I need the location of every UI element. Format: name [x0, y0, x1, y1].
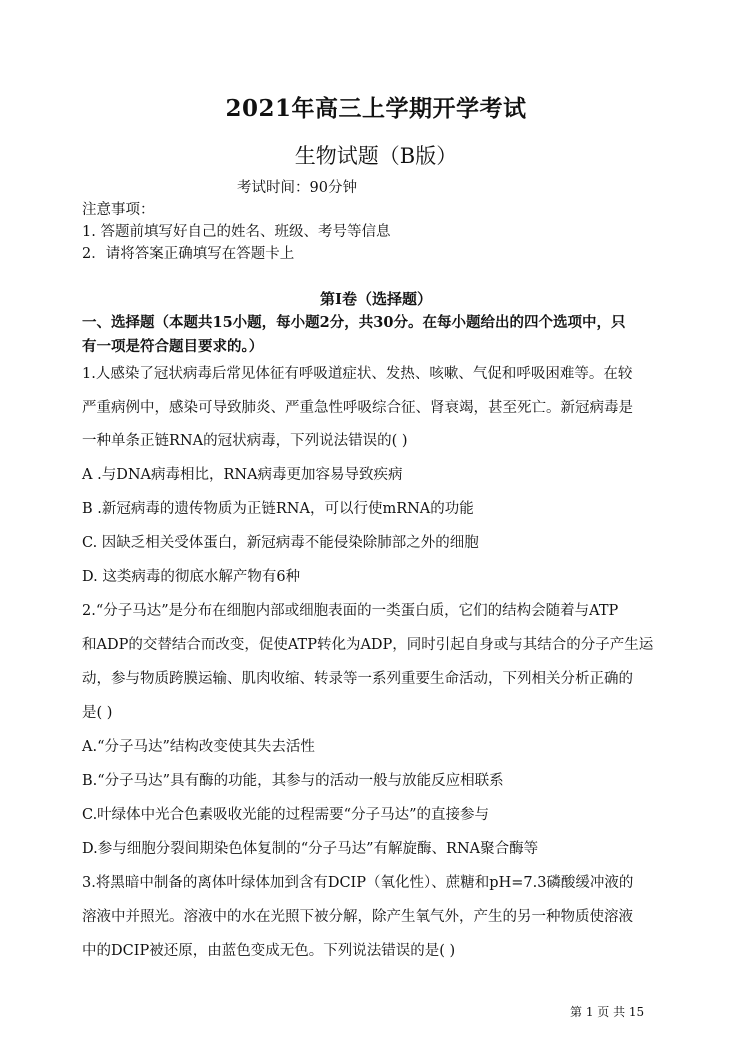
section-title: 第Ⅰ卷（选择题）: [319, 290, 433, 308]
instruction-line: 有一项是符合题目要求的。）: [82, 338, 264, 355]
page-number: 第 1 页 共 15: [570, 1005, 645, 1019]
exam-time: 考试时间：90分钟: [237, 180, 357, 196]
question-2-text: 和ADP的交替结合而改变，促使ATP转化为ADP，同时引起自身或与其结合的分子产生运: [82, 637, 654, 653]
question-1-text: 严重病例中，感染可导致肺炎、严重急性呼吸综合征、肾衰竭，甚至死亡。新冠病毒是: [82, 400, 633, 416]
question-2-text: 2.“分子马达”是分布在细胞内部或细胞表面的一类蛋白质，它们的结构会随着与ATP: [82, 603, 619, 619]
question-1-option-b: B .新冠病毒的遗传物质为正链RNA，可以行使mRNA的功能: [82, 501, 474, 517]
question-3-text: 溶液中并照光。溶液中的水在光照下被分解，除产生氧气外，产生的另一种物质使溶液: [82, 909, 633, 925]
question-1-option-c: C. 因缺乏相关受体蛋白，新冠病毒不能侵染除肺部之外的细胞: [82, 535, 479, 551]
question-1-text: 1.人感染了冠状病毒后常见体征有呼吸道症状、发热、咳嗽、气促和呼吸困难等。在较: [82, 366, 633, 382]
question-2-text: 动，参与物质跨膜运输、肌肉收缩、转录等一系列重要生命活动，下列相关分析正确的: [82, 671, 633, 687]
question-3-text: 3.将黑暗中制备的离体叶绿体加到含有DCIP（氧化性）、蔗糖和pH=7.3磷酸缓冲液的: [82, 875, 634, 891]
question-2-option-b: B.“分子马达”具有酶的功能，其参与的活动一般与放能反应相联系: [82, 773, 504, 789]
question-3-text: 中的DCIP被还原，由蓝色变成无色。下列说法错误的是( ): [82, 943, 456, 959]
question-2-option-a: A.“分子马达”结构改变使其失去活性: [82, 739, 315, 755]
question-2-option-d: D.参与细胞分裂间期染色体复制的“分子马达”有解旋酶、RNA聚合酶等: [82, 841, 539, 857]
question-1-option-a: A .与DNA病毒相比，RNA病毒更加容易导致疾病: [82, 467, 403, 483]
question-2-option-c: C.叶绿体中光合色素吸收光能的过程需要“分子马达”的直接参与: [82, 807, 490, 823]
page-title: 2021年高三上学期开学考试: [225, 95, 527, 122]
question-1-text: 一种单条正链RNA的冠状病毒，下列说法错误的( ): [82, 433, 408, 449]
instruction-line: 一、选择题（本题共15小题，每小题2分，共30分。在每小题给出的四个选项中，只: [82, 314, 626, 331]
question-1-option-d: D. 这类病毒的彻底水解产物有6种: [82, 569, 301, 585]
notice-item: 1. 答题前填写好自己的姓名、班级、考号等信息: [82, 224, 391, 240]
notice-item: 2．请将答案正确填写在答题卡上: [82, 246, 295, 262]
question-2-text: 是( ): [82, 705, 113, 721]
notice-heading: 注意事项：: [82, 202, 155, 218]
page-subtitle: 生物试题（B版）: [294, 144, 458, 168]
